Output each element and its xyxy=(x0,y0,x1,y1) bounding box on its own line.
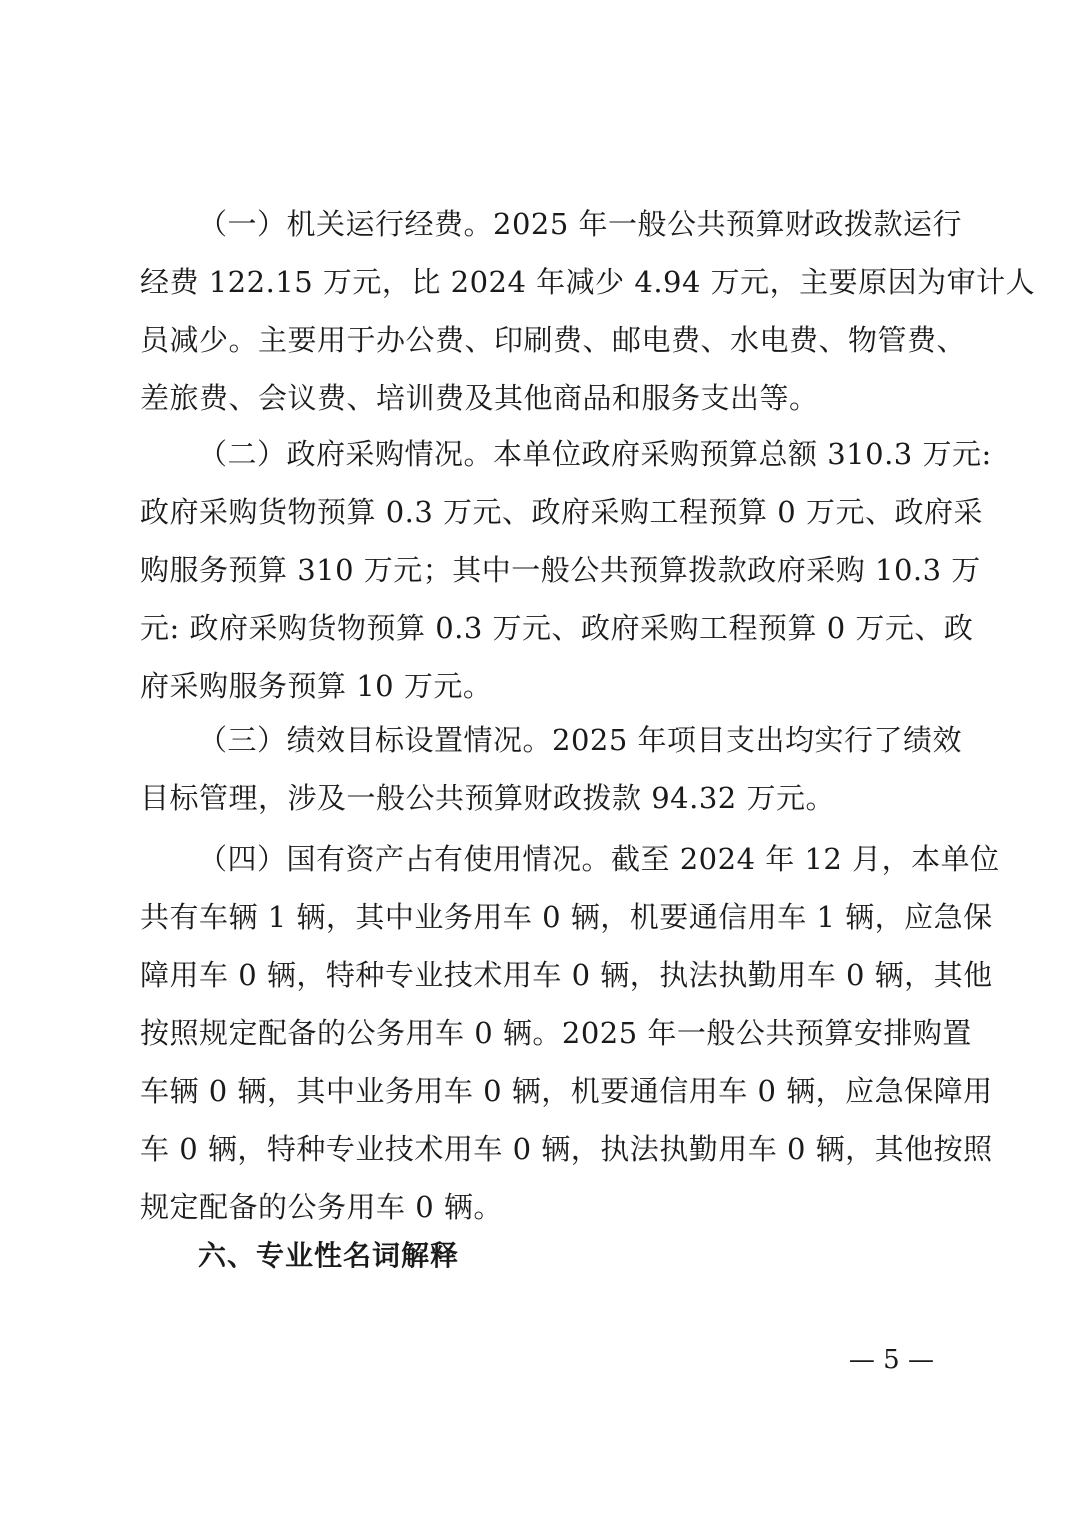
paragraph-line: 政府采购货物预算 0.3 万元、政府采购工程预算 0 万元、政府采 xyxy=(140,495,983,529)
paragraph-line: 障用车 0 辆，特种专业技术用车 0 辆，执法执勤用车 0 辆，其他 xyxy=(140,958,993,992)
page-number: — 5 — xyxy=(848,1345,934,1375)
paragraph-line: 府采购服务预算 10 万元。 xyxy=(140,669,493,703)
paragraph-line: （三）绩效目标设置情况。2025 年项目支出均实行了绩效 xyxy=(198,723,963,757)
section-heading-terminology: 六、专业性名词解释 xyxy=(198,1239,460,1272)
paragraph-line: （二）政府采购情况。本单位政府采购预算总额 310.3 万元: xyxy=(198,437,992,471)
paragraph-line: 共有车辆 1 辆，其中业务用车 0 辆，机要通信用车 1 辆，应急保 xyxy=(140,900,993,934)
paragraph-line: 员减少。主要用于办公费、印刷费、邮电费、水电费、物管费、 xyxy=(140,323,967,357)
paragraph-line: 车辆 0 辆，其中业务用车 0 辆，机要通信用车 0 辆，应急保障用 xyxy=(140,1074,993,1108)
paragraph-line: 按照规定配备的公务用车 0 辆。2025 年一般公共预算安排购置 xyxy=(140,1016,972,1050)
paragraph-government-procurement xyxy=(140,425,992,715)
paragraph-line: （一）机关运行经费。2025 年一般公共预算财政拨款运行 xyxy=(198,207,963,241)
paragraph-line: （四）国有资产占有使用情况。截至 2024 年 12 月，本单位 xyxy=(198,842,1000,876)
paragraph-line: 规定配备的公务用车 0 辆。 xyxy=(140,1190,503,1224)
paragraph-administrative-expenses xyxy=(140,195,1036,427)
paragraph-line: 元: 政府采购货物预算 0.3 万元、政府采购工程预算 0 万元、政 xyxy=(140,611,974,645)
paragraph-state-assets xyxy=(140,830,1000,1236)
paragraph-line: 车 0 辆，特种专业技术用车 0 辆，执法执勤用车 0 辆，其他按照 xyxy=(140,1132,993,1166)
paragraph-performance-targets xyxy=(140,711,963,827)
paragraph-line: 经费 122.15 万元，比 2024 年减少 4.94 万元，主要原因为审计人 xyxy=(140,265,1036,299)
paragraph-line: 目标管理，涉及一般公共预算财政拨款 94.32 万元。 xyxy=(140,781,835,815)
paragraph-line: 差旅费、会议费、培训费及其他商品和服务支出等。 xyxy=(140,381,819,415)
paragraph-line: 购服务预算 310 万元；其中一般公共预算拨款政府采购 10.3 万 xyxy=(140,553,981,587)
